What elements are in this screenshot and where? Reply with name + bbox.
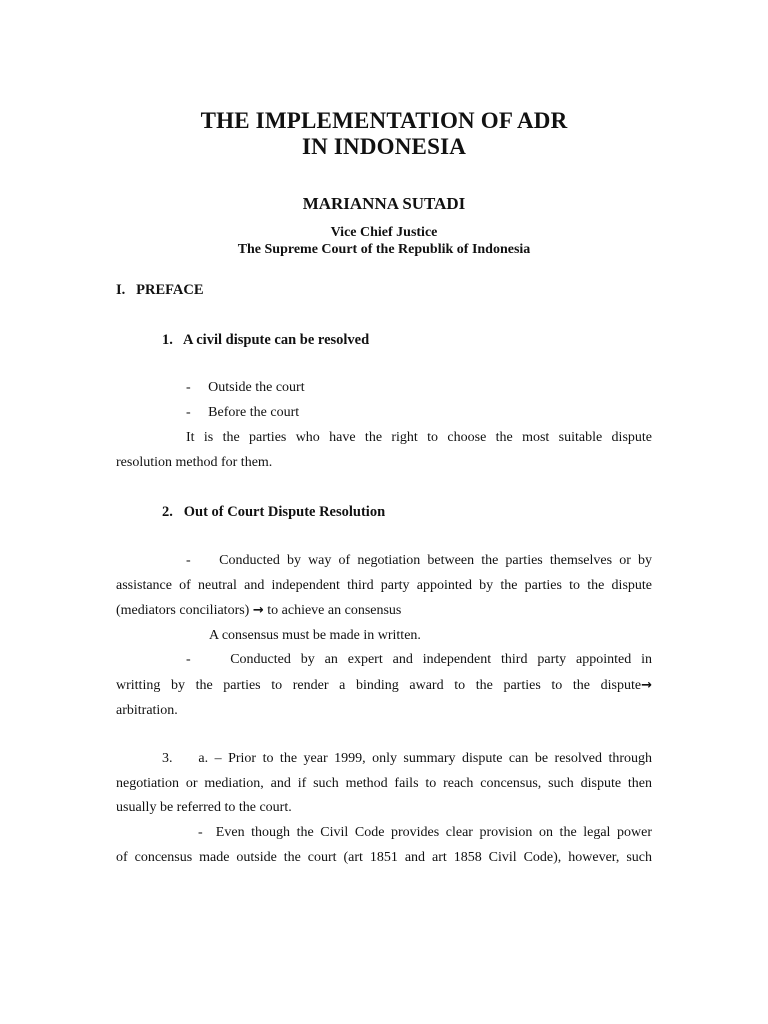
item-3-line-4: - Even though the Civil Code provides clear provision on the legal power <box>198 825 652 840</box>
item-2-heading: 2. Out of Court Dispute Resolution <box>162 504 386 520</box>
item-2-bullet-1-line-3 <box>116 602 401 620</box>
item-1-heading: 1. A civil dispute can be resolved <box>162 332 370 348</box>
item-1-paragraph-line-2: resolution method for them. <box>116 455 273 470</box>
arrow-right-icon: → <box>252 603 264 618</box>
author-institution: The Supreme Court of the Republik of Indonesia <box>237 242 531 257</box>
item-3-line-2: negotiation or mediation, and if such method fails to reach concensus, such dispute then <box>116 776 652 791</box>
item-1-bullet-outside: - Outside the court <box>186 380 305 395</box>
item-2-bullet-1-line-3-rest: to achieve an consensus <box>263 603 402 618</box>
author-name: MARIANNA SUTADI <box>302 194 466 213</box>
arrow-right-icon: → <box>641 678 652 693</box>
item-2-bullet-2-line-2-text: writting by the parties to render a binding award to the parties to the dispute <box>116 678 642 693</box>
item-1-bullet-before: - Before the court <box>186 405 300 420</box>
item-3-line-5: of concensus made outside the court (art 1851 and art 1858 Civil Code), however, such <box>116 850 652 865</box>
item-3-line-1: 3. a. – Prior to the year 1999, only summary dispute can be resolved through <box>162 751 652 766</box>
author-position: Vice Chief Justice <box>330 225 438 240</box>
item-2-bullet-2-line-2 <box>116 677 652 695</box>
section-heading-preface: I. PREFACE <box>116 282 204 298</box>
item-2-bullet-1-line-2: assistance of neutral and independent third party appointed by the parties to the dispute <box>116 578 652 593</box>
item-2-bullet-2-line-3: arbitration. <box>116 703 178 718</box>
item-2-bullet-1-line-1: - Conducted by way of negotiation between the parties themselves or by <box>186 553 652 568</box>
item-1-paragraph-line-1: It is the parties who have the right to choose the most suitable dispute <box>186 430 652 445</box>
item-3-line-3: usually be referred to the court. <box>116 800 292 815</box>
document-title <box>0 108 768 160</box>
item-2-consensus-note: A consensus must be made in written. <box>209 628 421 643</box>
title-line-2: IN INDONESIA <box>301 134 467 159</box>
title-line-1: THE IMPLEMENTATION OF ADR <box>200 108 568 133</box>
item-2-bullet-1-line-3-text: (mediators conciliators) <box>116 603 250 618</box>
item-2-bullet-2-line-1: - Conducted by an expert and independent third party appointed in <box>186 652 652 667</box>
